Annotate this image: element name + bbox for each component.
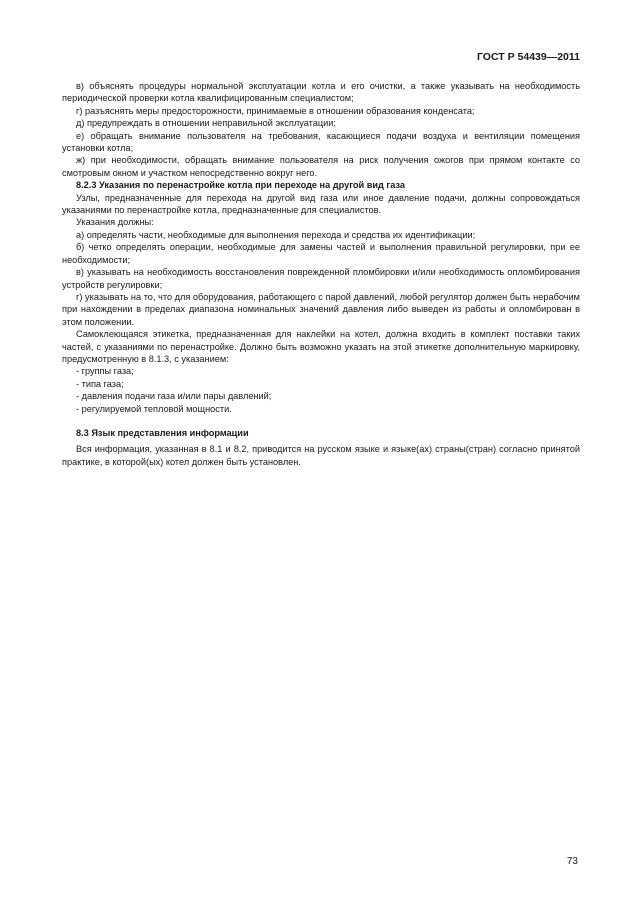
list-item: - регулируемой тепловой мощности.	[76, 403, 232, 414]
paragraph: а) определять части, необходимые для выполнения перехода и средства их идентификации;	[76, 229, 476, 240]
page-body	[62, 80, 580, 468]
paragraph: е) обращать внимание пользователя на требования, касающиеся подачи воздуха и вентиляции помещения установки котла;	[62, 130, 580, 154]
paragraph: г) указывать на то, что для оборудования, работающего с парой давлений, любой регулятор должен быть нерабочим при нахождении в пределах диапазона номинальных значений давления либо выведен из работы и опломбирован в этом положении.	[62, 291, 580, 327]
section-heading: 8.3 Язык представления информации	[76, 427, 249, 438]
list-item: - типа газа;	[76, 378, 124, 389]
paragraph: Узлы, предназначенные для перехода на другой вид газа или иное давление подачи, должны сопровождаться указаниями по перенастройке котла, предназначенные для специалистов.	[62, 192, 580, 216]
paragraph: ж) при необходимости, обращать внимание пользователя на риск получения ожогов при прямом контакте со смотровым окном и участком непосредственно вокруг него.	[62, 155, 580, 178]
paragraph: в) указывать на необходимость восстановления поврежденной пломбировки и/или необходимость опломбирования устройств регулировки;	[62, 267, 580, 290]
list-item: - давления подачи газа и/или пары давлений;	[76, 391, 272, 402]
paragraph: Указания должны:	[76, 217, 154, 228]
paragraph: в) объяснять процедуры нормальной эксплуатации котла и его очистки, а также указывать на необходимость периодической проверки котла квалифицированным специалистом;	[62, 81, 580, 104]
list-item: - группы газа;	[76, 366, 134, 377]
paragraph: Вся информация, указанная в 8.1 и 8.2, приводится на русском языке и языке(ах) страны(стран) согласно принятой практике, в которой(ых) котел должен быть установлен.	[62, 444, 580, 467]
page-number: 73	[566, 856, 578, 867]
paragraph: д) предупреждать в отношении неправильной эксплуатации;	[76, 118, 336, 129]
paragraph: Самоклеющаяся этикетка, предназначенная для наклейки на котел, должна входить в комплект поставки таких частей, с указаниями по перенастройке. Должно быть возможно указать на этой этикетке дополнительную маркировку, предусмотренную в 8.1.3, с указанием:	[62, 329, 580, 364]
paragraph: б) четко определять операции, необходимые для замены частей и выполнения правильной регулировки, при ее необходимости;	[62, 242, 580, 265]
paragraph: г) разъяснять меры предосторожности, принимаемые в отношении образования конденсата;	[76, 105, 475, 116]
subsection-heading: 8.2.3 Указания по перенастройке котла при переходе на другой вид газа	[76, 180, 406, 191]
document-id: ГОСТ Р 54439—2011	[476, 51, 580, 63]
